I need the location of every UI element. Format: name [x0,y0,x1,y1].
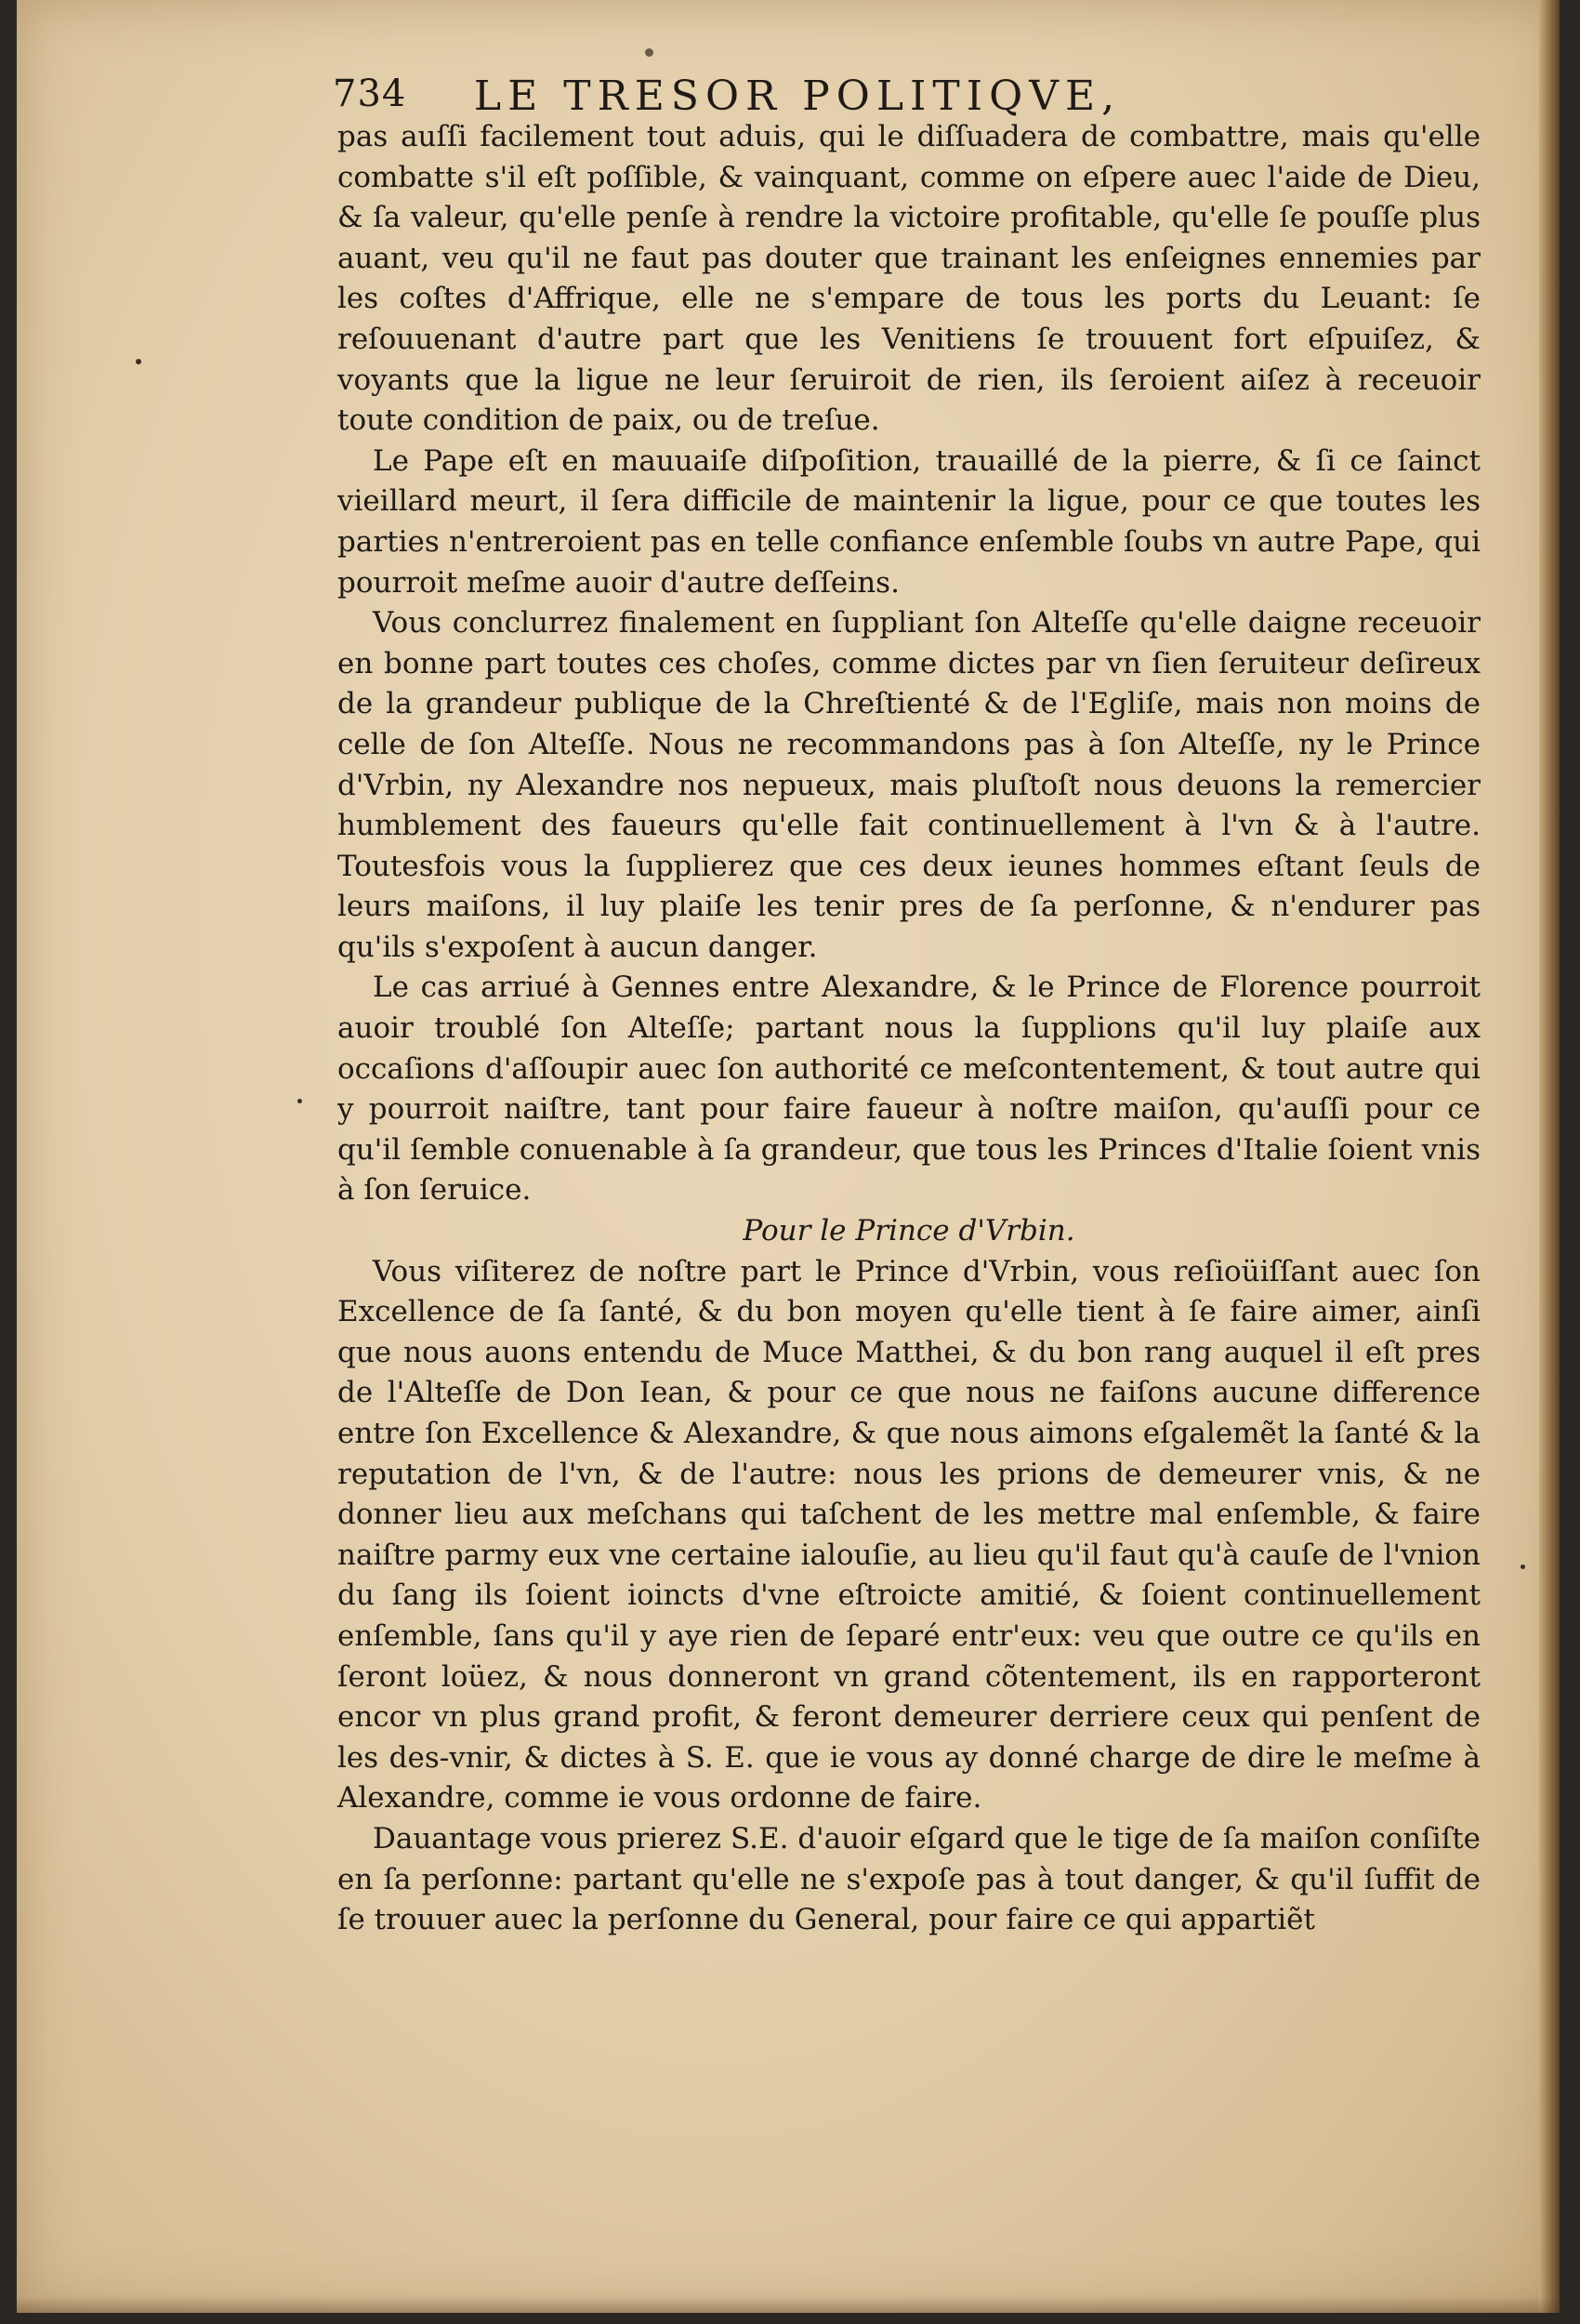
page-number: 734 [333,73,407,115]
body-text [337,117,1481,1941]
paragraph: Vous viſiterez de noſtre part le Prince d'Vrbin, vous reſioüiſſant auec ſon Excellence de ſa ſanté, & du bon moyen qu'elle tient à ſe faire aimer, ainſi que nous auons entendu de Muce Matthei, & du bon rang auquel il eſt pres de l'Alteſſe de Don Iean, & pour ce que nous ne faiſons aucune difference entre ſon Excellence & Alexandre, & que nous aimons eſgalemẽt la ſanté & la reputation de l'vn, & de l'autre: nous les prions de demeurer vnis, & ne donner lieu aux meſchans qui taſchent de les mettre mal enſemble, & faire naiſtre parmy eux vne certaine ialouſie, au lieu qu'il faut qu'à cauſe de l'vnion du ſang ils ſoient ioincts d'vne eſtroicte amitié, & ſoient continuellement enſemble, ſans qu'il y aye rien de ſeparé entr'eux: veu que outre ce qu'ils en ſeront loüez, & nous donneront vn grand cõtentement, ils en rapporteront encor vn plus grand profit, & feront demeurer derriere ceux qui penſent de les des-vnir, & dictes à S. E. que ie vous ay donné charge de dire le meſme à Alexandre, comme ie vous ordonne de faire. [337,1254,1481,1816]
page-edge [1539,0,1560,2313]
paragraph: pas auſſi facilement tout aduis, qui le diſſuadera de combattre, mais qu'elle combatte s'il eſt poſſible, & vainquant, comme on eſpere auec l'aide de Dieu, & ſa valeur, qu'elle penſe à rendre la victoire profitable, qu'elle ſe pouſſe plus auant, veu qu'il ne faut pas douter que trainant les enſeignes ennemies par les coſtes d'Affrique, elle ne s'empare de tous les ports du Leuant: ſe reſouuenant d'autre part que les Venitiens ſe trouuent fort eſpuiſez, & voyants que la ligue ne leur ſeruiroit de rien, ils ſeroient aiſez à receuoir toute condition de paix, ou de treſue. [337,120,1481,438]
ink-speck [1521,1565,1525,1569]
ink-speck [297,1099,302,1103]
paragraph: Le cas arriué à Gennes entre Alexandre, & le Prince de Florence pourroit auoir troublé ſon Alteſſe; partant nous la ſupplions qu'il luy plaiſe aux occaſions d'aſſoupir auec ſon authorité ce meſcontentement, & tout autre qui y pourroit naiſtre, tant pour faire faueur à noſtre maiſon, qu'auſſi pour ce qu'il ſemble conuenable à ſa grandeur, que tous les Princes d'Italie ſoient vnis à ſon ſeruice. [337,971,1481,1208]
page-bottom-shadow [17,2296,1560,2313]
paragraph: Dauantage vous prierez S.E. d'auoir eſgard que le tige de ſa maiſon conſiſte en ſa perſonne: partant qu'elle ne s'expoſe pas à tout danger, & qu'il ſuffit de ſe trouuer auec la perſonne du General, pour faire ce qui appartiẽt [337,1821,1481,1937]
paragraph: Le Pape eſt en mauuaiſe diſpoſition, trauaillé de la pierre, & ſi ce ſainct vieillard meurt, il ſera difficile de maintenir la ligue, pour ce que toutes les parties n'entreroient pas en telle confiance enſemble ſoubs vn autre Pape, qui pourroit meſme auoir d'autre deſſeins. [337,443,1481,600]
running-title: LE TRESOR POLITIQVE, [473,73,1122,120]
book-page [17,0,1560,2313]
section-heading: Pour le Prince d'Vrbin. [743,1214,1075,1248]
ink-speck [645,48,653,57]
ink-speck [136,359,141,364]
paragraph: Vous conclurrez finalement en ſuppliant ſon Alteſſe qu'elle daigne receuoir en bonne part toutes ces choſes, comme dictes par vn ſien ſeruiteur deſireux de la grandeur publique de la Chreſtienté & de l'Egliſe, mais non moins de celle de ſon Alteſſe. Nous ne recommandons pas à ſon Alteſſe, ny le Prince d'Vrbin, ny Alexandre nos nepueux, mais pluſtoſt nous deuons la remercier humblement des faueurs qu'elle fait continuellement à l'vn & à l'autre. Toutesfois vous la ſupplierez que ces deux ieunes hommes eſtant ſeuls de leurs maiſons, il luy plaiſe les tenir pres de ſa perſonne, & n'endurer pas qu'ils s'expoſent à aucun danger. [337,606,1481,964]
